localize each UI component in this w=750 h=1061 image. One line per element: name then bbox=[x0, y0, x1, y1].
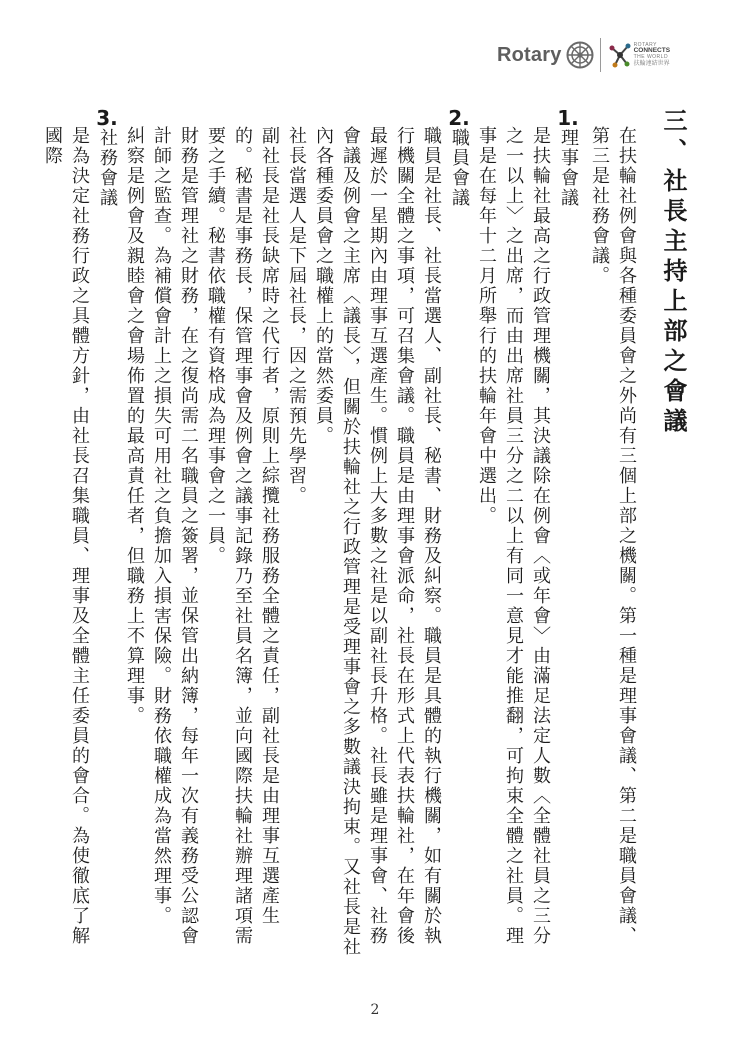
connects-line4: 扶輪連結世界 bbox=[633, 60, 670, 67]
item-2-title-text: 職員會議 bbox=[449, 128, 470, 208]
item-1-paragraph-1: 是扶輪社最高之行政管理機關，其決議除在例會〈或年會〉由滿足法定人數〈全體社員之三分之一以上〉之出席，而由出席社員三分之二以上有同一意見才能推翻，可拘束全體之社員。理事是在每年十二月所舉行的扶輪年會中選出。 bbox=[476, 126, 551, 946]
section-heading: 三、社長主持上部之會議 bbox=[659, 108, 688, 438]
item-2-paragraph-1: 職員是社長、社長當選人、副社長、秘書、財務及糾察。職員是具體的執行機關，如有關於執行機關全體之事項，可召集會議。職員是由理事會派命，社長在形式上代表扶輪社，在年會後最遲於一星期內由理事互選產生。慣例上大多數之社是以副社長升格。社長雖是理事會、社務會議及例會之主席〈議長〉，但關於扶輪社之行政管理是受理事會之多數議決拘束。又社長是社內各種委員會之職權上的當然委員。 bbox=[313, 126, 442, 957]
item-2-paragraph-4: 財務是管理社之財務，在之復尚需二名職員之簽署，並保管出納簿，每年一次有義務受公認會計師之監查。為補償會計上之損失可用社之負擔加入損害保險。財務依職權成為當然理事。 bbox=[151, 126, 199, 946]
item-2-number: 2. bbox=[448, 108, 470, 128]
item-1-title-text: 理事會議 bbox=[558, 128, 579, 208]
document-body bbox=[42, 108, 690, 963]
page-number: 2 bbox=[370, 1002, 380, 1018]
rotary-connects-icon bbox=[609, 40, 631, 70]
item-2-paragraph-3: 副社長是社長缺席時之代行者，原則上綜攬社務服務全體之責任，副社長是由理事互選產生的。秘書是事務長，保管理事會及例會之議事記錄乃至社員名簿，並向國際扶輪社辦理諸項需要之手續。秘書依職權有資格成為理事會之一員。 bbox=[205, 126, 280, 946]
item-3-title bbox=[93, 108, 121, 963]
rotary-wordmark: Rotary bbox=[497, 43, 562, 66]
connects-line1: ROTARY bbox=[633, 42, 657, 49]
item-1-number: 1. bbox=[557, 108, 579, 128]
item-3-title-text: 社務會議 bbox=[97, 128, 118, 208]
section-intro: 在扶輪社例會與各種委員會之外尚有三個上部之機關。第一種是理事會議、第二是職員會議、第三是社務會議。 bbox=[589, 126, 637, 946]
item-3-paragraph-1: 是為決定社務行政之具體方針，由社長召集職員、理事及全體主任委員的會合。為使徹底了解國際 bbox=[42, 126, 90, 946]
rotary-wheel-icon bbox=[566, 41, 594, 69]
connects-tagline bbox=[634, 43, 670, 67]
logo-divider bbox=[600, 38, 601, 72]
connects-line2: CONNECTS bbox=[633, 47, 671, 55]
item-2-paragraph-5: 糾察是例會及親睦會之會場佈置的最高責任者，但職務上不算理事。 bbox=[124, 126, 145, 726]
item-1-title bbox=[554, 108, 582, 963]
item-2-title bbox=[445, 108, 473, 963]
item-2-paragraph-2: 社長當選人是下屆社長，因之需預先學習。 bbox=[286, 126, 307, 506]
header-logo bbox=[497, 34, 687, 76]
item-3-number: 3. bbox=[96, 108, 118, 128]
connects-line3: THE WORLD bbox=[633, 54, 669, 61]
